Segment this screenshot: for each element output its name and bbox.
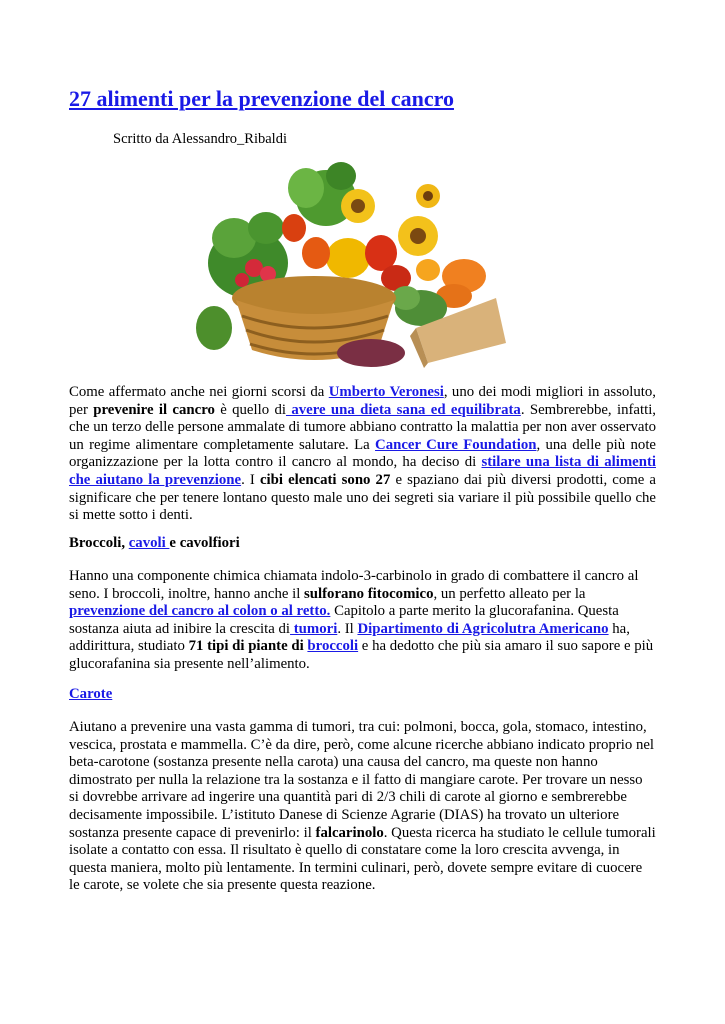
text: . Sembrerebbe, infatti, che un terzo delle persone ammalate di tumore abbiano contratto la malattia per non aver osservato un regime alimentare completamente salutare. La <box>69 401 657 453</box>
link-cancer-cure-foundation[interactable]: Cancer Cure Foundation <box>375 436 537 453</box>
text: , un perfetto alleato per la <box>433 585 586 602</box>
link-dipartimento-agricoltura[interactable]: Dipartimento di Agricolutra Americano <box>357 620 609 637</box>
text: e spaziano dai più diversi prodotti, come a significare che per tenere lontano questo male uno dei segreti sia variare il più possibile quello che si mette sotto i denti. <box>69 471 656 524</box>
link-cavoli[interactable]: cavoli <box>128 535 170 551</box>
text: . Il <box>337 620 358 637</box>
link-lista-alimenti[interactable]: stilare una lista di alimenti che aiutano la prevenzione <box>69 454 656 488</box>
bold-text: falcarinolo <box>315 824 384 841</box>
text: . Questa ricerca ha studiato le cellule tumorali isolate a contatto con essa. Il risultato è quello di constatare come la loro crescita avvenga, in questa maniera, molto più lentamente. In termini culinari, però, dovete sempre evitare di cuocere le carote, se volete che sia presente questa reazione. <box>69 824 656 894</box>
author-line: Scritto da Alessandro_Ribaldi <box>113 131 287 147</box>
text: e ha dedotto che più sia amaro il suo sapore e più glucorafanina sia presente nell’alimento. <box>69 638 654 672</box>
link-broccoli[interactable]: broccoli <box>307 638 359 655</box>
vegetable-basket-image <box>196 158 506 370</box>
link-dieta-sana[interactable]: avere una dieta sana ed equilibrata <box>285 401 521 418</box>
page-title[interactable]: 27 alimenti per la prevenzione del cancro <box>69 86 454 111</box>
text: Aiutano a prevenire una vasta gamma di tumori, tra cui: polmoni, bocca, gola, stomaco, intestino, vescica, prostata e mammella. C’è da dire, però, come alcune ricerche abbiano indicato proprio nel beta-carotone (sostanza presente nella carota) una causa del cancro, ma queste non hanno dimostrato per nulla la relazione tra la sostanza e il fatto di mangiare carote. Per trovare un nesso si dovrebbe arrivare ad ingerire una quantità pari di 2/3 chili di carote al giorno e sembrerebbe decisamente impossibile. L’istituto Danese di Scienze Agrarie (DIAS) ha trovato un ulteriore sostanza presente capace di prevenirlo: il <box>69 719 655 841</box>
text: , una delle più note organizzazione per la lotta contro il cancro al mondo, ha deciso di <box>69 436 657 471</box>
section-heading-carote <box>69 686 112 703</box>
section-heading-broccoli <box>69 535 240 552</box>
text: ha, addirittura, studiato <box>69 620 630 655</box>
carote-paragraph <box>69 719 656 895</box>
text: , uno dei modi migliori in assoluto, per <box>69 384 656 418</box>
heading-text: e cavolfiori <box>169 535 240 551</box>
bold-text: sulforano fitocomico <box>304 585 434 602</box>
link-prevenzione-colon[interactable]: prevenzione del cancro al colon o al retto. <box>69 603 331 620</box>
bold-text: cibi elencati sono 27 <box>259 471 391 488</box>
text: . I <box>241 471 260 488</box>
intro-paragraph <box>69 384 656 525</box>
link-tumori[interactable]: tumori <box>290 620 338 637</box>
text: è quello di <box>214 401 286 418</box>
link-carote[interactable]: Carote <box>69 686 113 702</box>
bold-text: 71 tipi di piante di <box>188 638 308 655</box>
text: Capitolo a parte merito la glucorafanina. Questa sostanza aiuta ad inibire la crescita di <box>69 603 619 637</box>
broccoli-paragraph <box>69 568 656 674</box>
text: Come affermato anche nei giorni scorsi da <box>69 384 329 400</box>
text: Hanno una componente chimica chiamata indolo-3-carbinolo in grado di combattere il cancro al seno. I broccoli, inoltre, hanno anche il <box>69 568 639 602</box>
heading-text: Broccoli, <box>69 535 129 551</box>
link-umberto-veronesi[interactable]: Umberto Veronesi <box>328 384 444 400</box>
bold-text: prevenire il cancro <box>93 401 215 418</box>
